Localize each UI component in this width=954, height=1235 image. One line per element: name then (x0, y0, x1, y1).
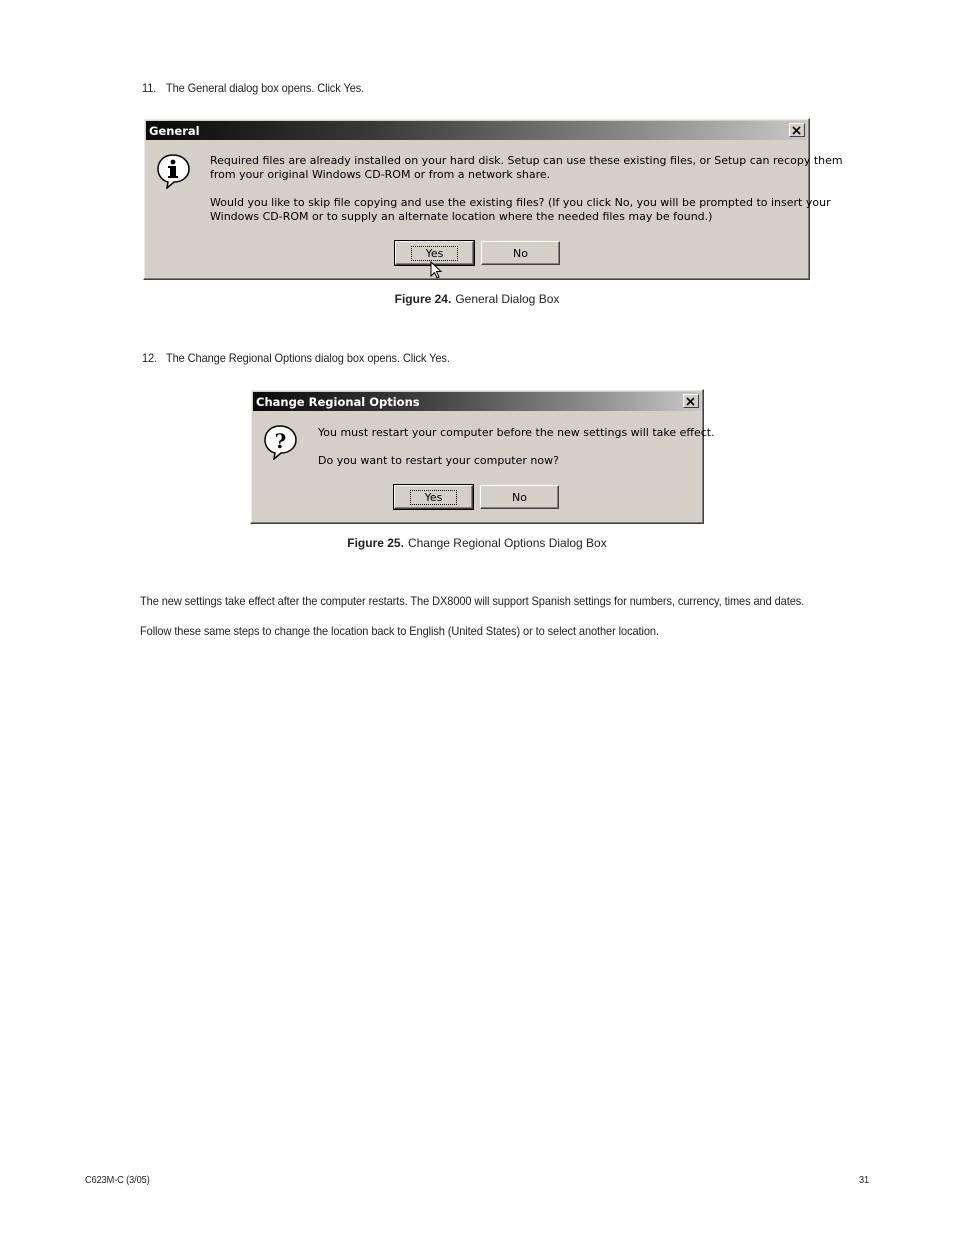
step-text: The General dialog box opens. Click Yes. (165, 81, 365, 95)
dialog-title: General (149, 124, 200, 138)
step-number: 11. (142, 81, 157, 95)
no-button[interactable]: No (481, 241, 560, 265)
page-number: 31 (859, 1175, 870, 1186)
step-number: 12. (142, 351, 158, 365)
title-bar (146, 121, 807, 140)
step-text: The Change Regional Options dialog box opens. Click Yes. (165, 351, 450, 365)
step-12 (142, 351, 450, 365)
change-regional-options-dialog (250, 389, 715, 524)
step-11 (142, 81, 364, 95)
figure-label: Figure 25. (347, 536, 404, 550)
message-line: Required files are already installed on your hard disk. Setup can use these existing files, or Setup can recopy them (210, 154, 843, 167)
figure-25-caption (0, 536, 954, 550)
figure-label: Figure 24. (394, 292, 452, 306)
info-icon (156, 153, 192, 189)
message-line: Windows CD-ROM or to supply an alternate location where the needed files may be found.) (210, 210, 713, 223)
message-line: Do you want to restart your computer now? (318, 454, 559, 467)
yes-button[interactable]: Yes (395, 241, 474, 265)
close-button[interactable] (683, 394, 699, 408)
paragraph: Follow these same steps to change the location back to English (United States) or to select another location. (140, 624, 659, 638)
general-dialog (143, 118, 843, 280)
message-line: You must restart your computer before the new settings will take effect. (318, 426, 715, 439)
figure-title: Change Regional Options Dialog Box (407, 536, 607, 550)
question-icon (263, 424, 299, 460)
yes-button[interactable]: Yes (394, 485, 473, 509)
message-line: Would you like to skip file copying and use the existing files? (If you click No, you will be prompted to insert your (210, 196, 831, 209)
no-button[interactable]: No (480, 485, 559, 509)
figure-24-caption (0, 292, 954, 306)
mouse-cursor-icon (430, 261, 444, 281)
message-line: from your original Windows CD-ROM or from a network share. (210, 168, 551, 181)
paragraph: The new settings take effect after the computer restarts. The DX8000 will support Spanish settings for numbers, currency, times and dates. (140, 594, 805, 608)
close-icon (790, 125, 804, 137)
close-button[interactable] (789, 123, 805, 137)
dialog-title: Change Regional Options (256, 395, 420, 409)
title-bar (253, 392, 701, 411)
svg-text:?: ? (274, 429, 287, 453)
close-icon (684, 396, 698, 408)
footer-doc-id: C623M-C (3/05) (85, 1175, 150, 1186)
figure-title: General Dialog Box (455, 292, 560, 306)
